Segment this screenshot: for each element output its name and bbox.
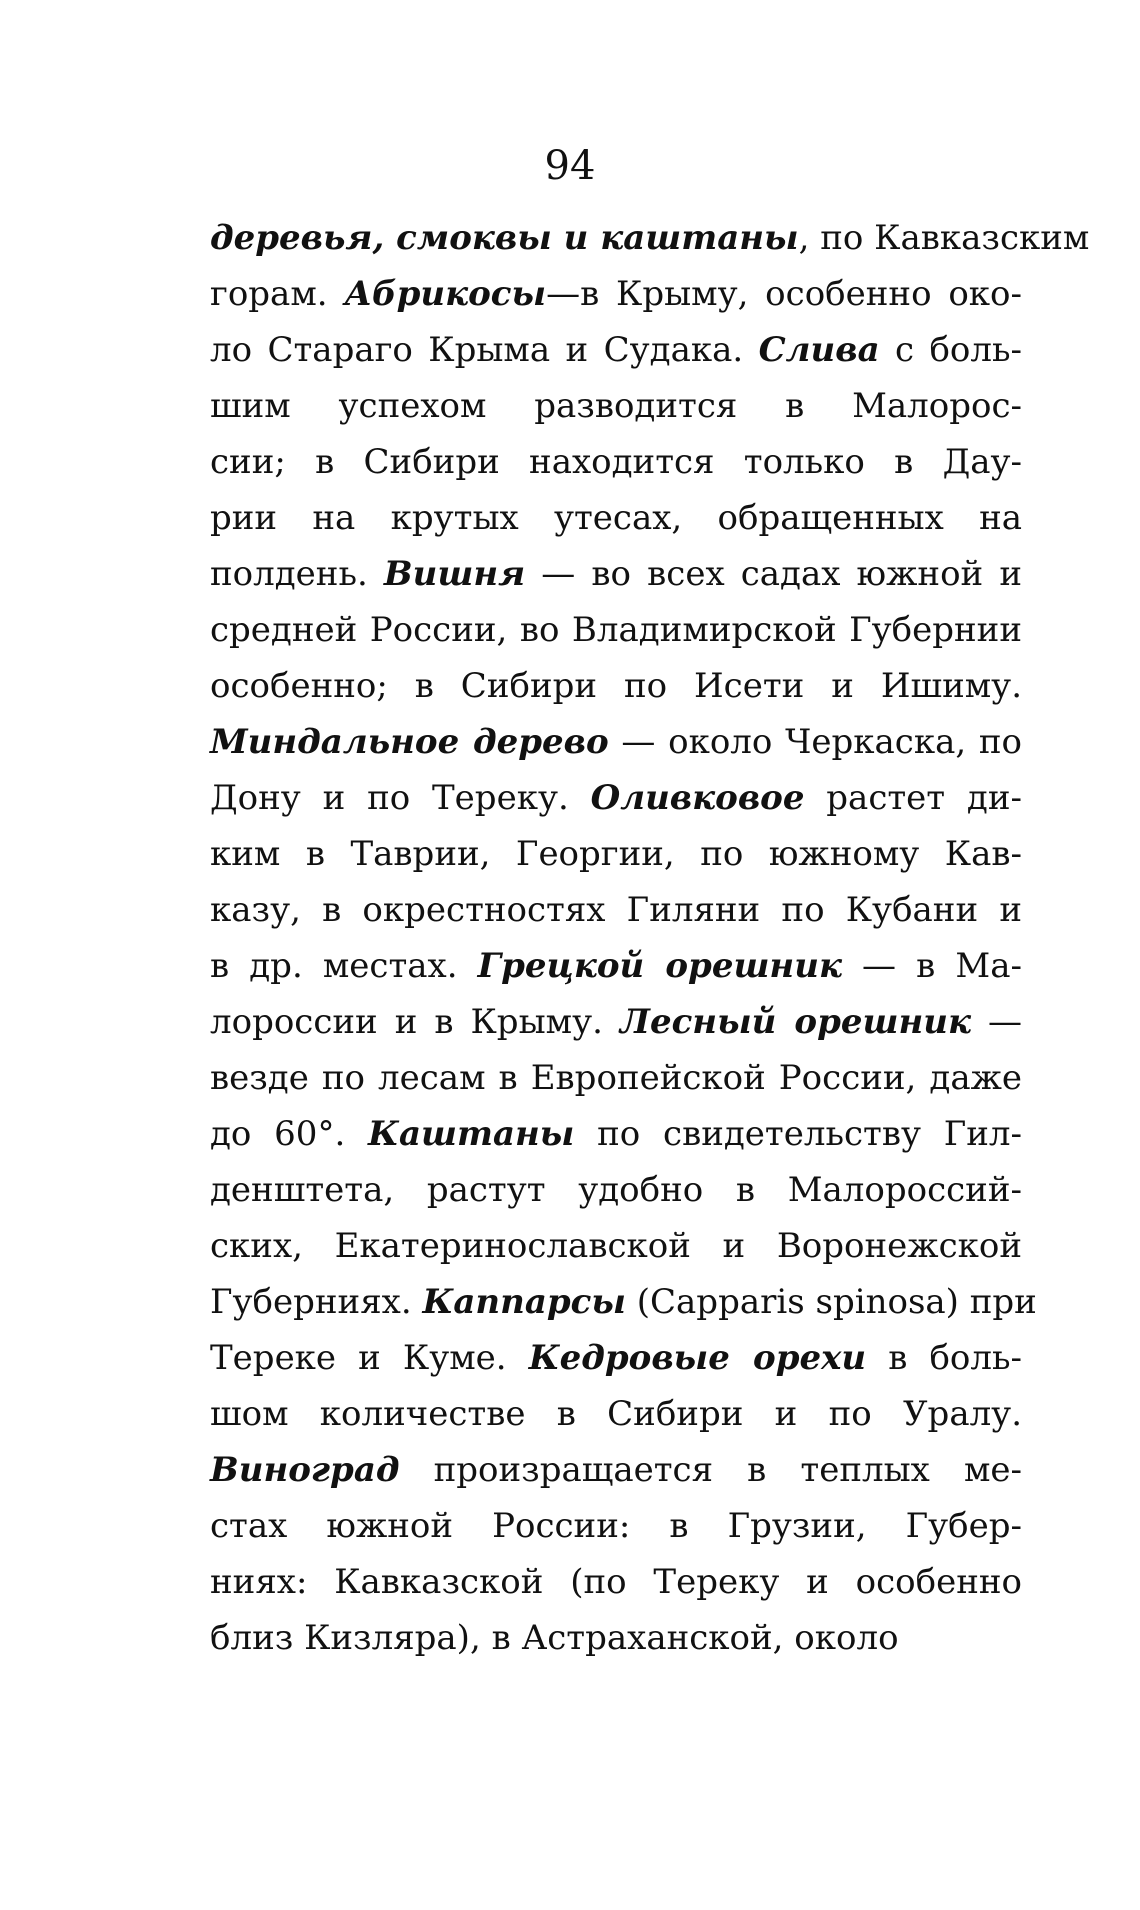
text-run: особенно; в Сибири по Исети и Ишиму. <box>210 666 1022 706</box>
text-run: Дону и по Тереку. <box>210 778 591 818</box>
italic-term: Лесный орешник <box>619 1002 971 1042</box>
text-run: — около Черкаска, по <box>608 722 1022 762</box>
text-line <box>210 434 1022 490</box>
text-line <box>210 1498 1022 1554</box>
text-run: в др. местах. <box>210 946 478 986</box>
text-line <box>210 994 1022 1050</box>
text-run: ким в Таврии, Георгии, по южному Кав- <box>210 834 1022 874</box>
text-line <box>210 1554 1022 1610</box>
text-run: лороссии и в Крыму. <box>210 1002 620 1042</box>
text-run: — <box>971 1002 1022 1042</box>
italic-term: Кедровые орехи <box>528 1338 867 1378</box>
text-run: (Capparis spinosa) при <box>625 1282 1037 1322</box>
text-run: до 60°. <box>210 1114 369 1154</box>
text-run: казу, в окрестностях Гиляни по Кубани и <box>210 890 1022 930</box>
text-run: шим успехом разводится в Малорос- <box>210 386 1022 426</box>
text-run: — во всех садах южной и <box>525 554 1022 594</box>
text-run: растет ди- <box>804 778 1022 818</box>
italic-term: Абрикосы <box>344 274 547 314</box>
text-run: в боль- <box>866 1338 1022 1378</box>
text-run: полдень. <box>210 554 384 594</box>
text-run: , по Кавказским <box>798 218 1090 258</box>
text-run: ло Стараго Крыма и Судака. <box>210 330 759 370</box>
text-run: близ Кизляра), в Астраханской, около <box>210 1618 899 1658</box>
text-run: стах южной России: в Грузии, Губер- <box>210 1506 1022 1546</box>
text-line <box>210 770 1022 826</box>
text-line <box>210 714 1022 770</box>
text-line <box>210 210 1090 266</box>
text-line <box>210 1162 1022 1218</box>
text-run: шом количестве в Сибири и по Уралу. <box>210 1394 1022 1434</box>
italic-term: Каштаны <box>368 1114 575 1154</box>
text-run: сии; в Сибири находится только в Дау- <box>210 442 1022 482</box>
text-run: произращается в теплых ме- <box>399 1450 1022 1490</box>
italic-term: Слива <box>758 330 880 370</box>
text-line <box>210 1330 1022 1386</box>
text-run: денштета, растут удобно в Малороссий- <box>210 1170 1022 1210</box>
text-line <box>210 1050 1022 1106</box>
text-run: по свидетельству Гил- <box>574 1114 1022 1154</box>
italic-term: деревья, смоквы и каштаны <box>210 218 799 258</box>
italic-term: Вишня <box>383 554 526 594</box>
text-line <box>210 378 1022 434</box>
text-line <box>210 826 1022 882</box>
text-run: с боль- <box>879 330 1022 370</box>
page-number: 94 <box>544 143 596 189</box>
text-line <box>210 1106 1022 1162</box>
text-line <box>210 1386 1022 1442</box>
text-run: Губерниях. <box>210 1282 423 1322</box>
text-run: средней России, во Владимирской Губернии <box>210 610 1022 650</box>
text-line <box>210 602 1022 658</box>
body-text <box>210 210 1090 1666</box>
text-run: везде по лесам в Европейской России, даже <box>210 1058 1022 1098</box>
text-line <box>210 1610 1022 1666</box>
text-line <box>210 490 1022 546</box>
text-line <box>210 882 1022 938</box>
italic-term: Каппарсы <box>422 1282 626 1322</box>
text-run: рии на крутых утесах, обращенных на <box>210 498 1022 538</box>
italic-term: Миндальное дерево <box>210 722 609 762</box>
text-run: Тереке и Куме. <box>210 1338 529 1378</box>
text-run: ниях: Кавказской (по Тереку и особенно <box>210 1562 1022 1602</box>
text-run: —в Крыму, особенно око- <box>546 274 1022 314</box>
text-line <box>210 322 1022 378</box>
italic-term: Оливковое <box>590 778 805 818</box>
text-run: горам. <box>210 274 345 314</box>
text-run: ских, Екатеринославской и Воронежской <box>210 1226 1022 1266</box>
text-line <box>210 266 1022 322</box>
text-line <box>210 658 1022 714</box>
text-run: — в Ма- <box>841 946 1022 986</box>
text-line <box>210 546 1022 602</box>
text-line <box>210 1218 1022 1274</box>
italic-term: Грецкой орешник <box>477 946 842 986</box>
text-line <box>210 1274 1037 1330</box>
text-line <box>210 1442 1022 1498</box>
text-line <box>210 938 1022 994</box>
italic-term: Виноград <box>210 1450 400 1490</box>
